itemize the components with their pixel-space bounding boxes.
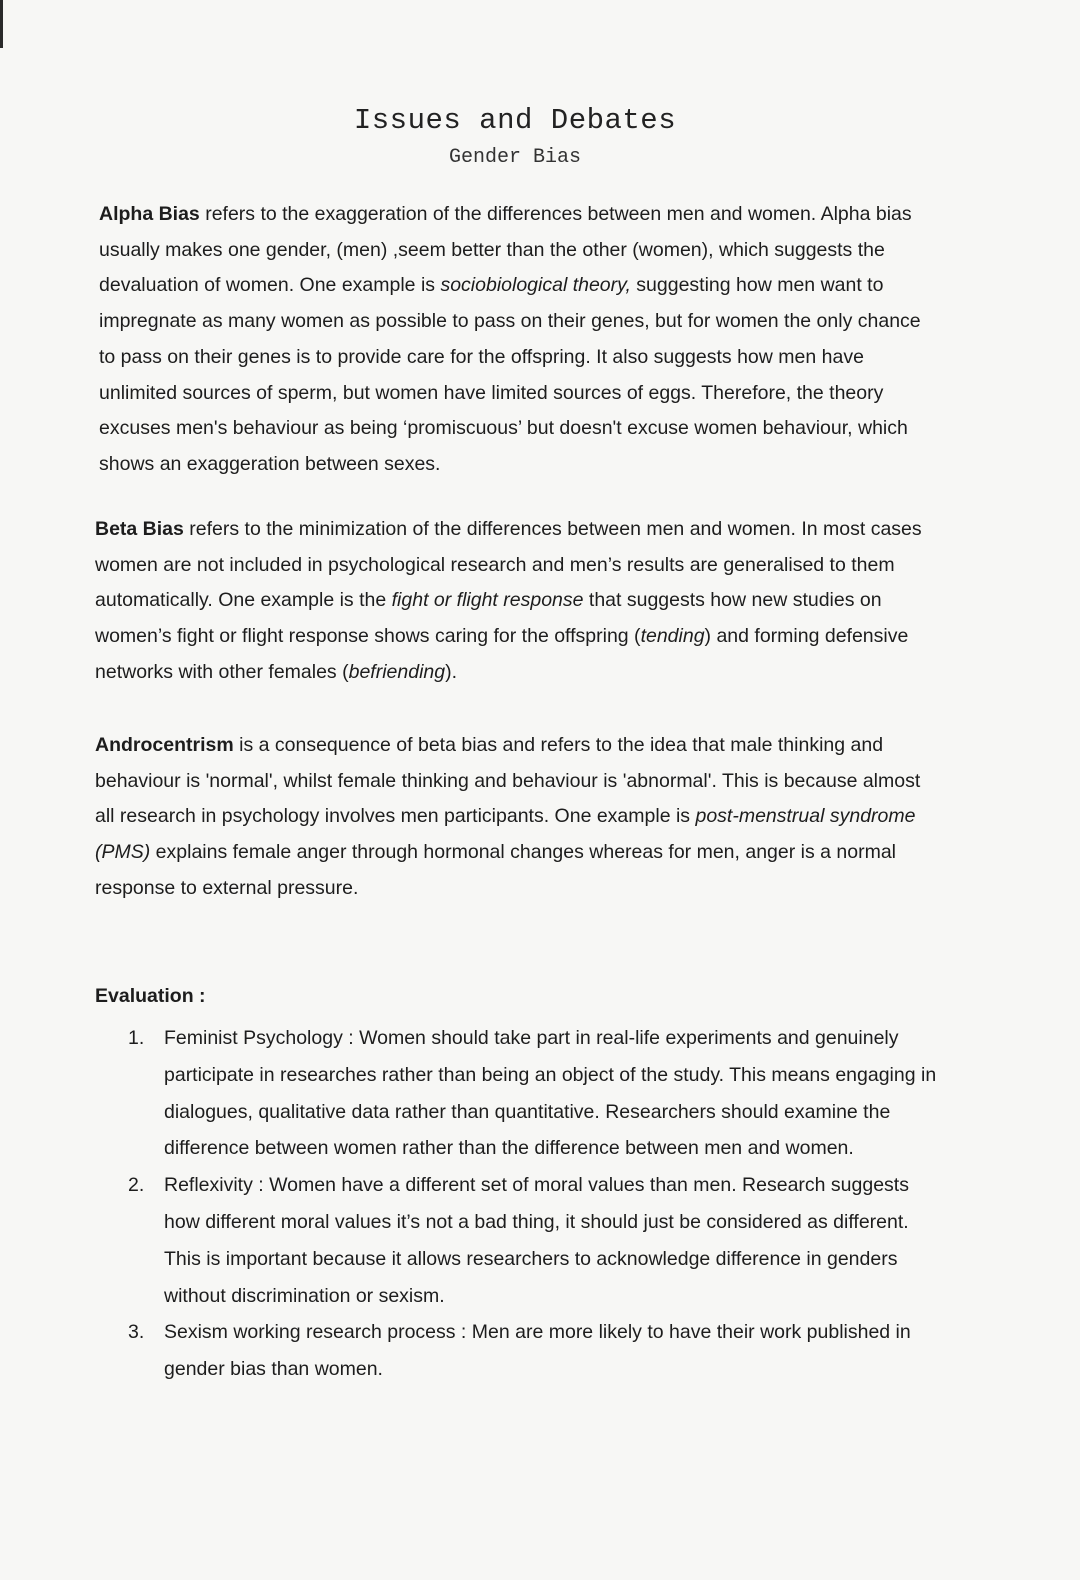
beta-bias-befriending: befriending — [348, 660, 446, 683]
androcentrism-example: post-menstrual syndrome (PMS) — [95, 805, 916, 864]
androcentrism-text-2: explains female anger through hormonal changes whereas for men, anger is a normal response to external pressure. — [95, 841, 897, 899]
androcentrism-term: Androcentrism — [95, 734, 234, 756]
beta-bias-example: fight or flight response — [391, 589, 584, 612]
evaluation-item — [128, 1314, 938, 1388]
alpha-bias-text-2: suggesting how men want to impregnate as many women as possible to pass on their genes, but for women the only chance to pass on their genes is to provide care for the offspring. It also suggests how men have unlimited sources of sperm, but women have limited sources of eggs. Therefore, the theory excuses men's behaviour as being ‘promiscuous’ but doesn't excuse women behaviour, which shows an exaggeration between sexes. — [99, 274, 921, 475]
beta-bias-text-1: refers to the minimization of the differences between men and women. In most cases women are not included in psychological research and men’s results are generalised to them automatically. One example is the — [95, 518, 922, 612]
evaluation-item — [128, 1020, 938, 1167]
evaluation-item-text: Feminist Psychology : Women should take part in real-life experiments and genuinely participate in researches rather than being an object of the study. This means engaging in dialogues, qualitative data rather than quantitative. Researchers should examine the difference between women rather than the difference between men and women. — [164, 1027, 937, 1160]
beta-bias-text-3: ) and forming defensive networks with other females ( — [95, 625, 909, 683]
page-subtitle: Gender Bias — [448, 146, 582, 169]
androcentrism-paragraph — [95, 728, 935, 907]
evaluation-item-number: 2. — [128, 1174, 145, 1197]
page-title: Issues and Debates — [353, 104, 677, 137]
evaluation-item-text: Sexism working research process : Men are more likely to have their work published in gender bias than women. — [164, 1321, 911, 1381]
beta-bias-tending: tending — [640, 625, 705, 648]
evaluation-item-number: 1. — [128, 1027, 145, 1049]
alpha-bias-text-1: refers to the exaggeration of the differences between men and women. Alpha bias usually makes one gender, (men) ,seem better than the other (women), which suggests the devaluation of women. One example is — [99, 203, 912, 297]
evaluation-heading: Evaluation : — [95, 985, 206, 1007]
alpha-bias-example: sociobiological theory, — [440, 274, 631, 297]
beta-bias-paragraph — [95, 512, 935, 691]
beta-bias-term: Beta Bias — [95, 518, 184, 540]
beta-bias-text-2: that suggests how new studies on women’s fight or flight response shows caring for the offspring ( — [95, 589, 882, 648]
evaluation-list — [128, 1020, 938, 1388]
evaluation-item — [128, 1167, 938, 1314]
alpha-bias-paragraph — [99, 197, 939, 483]
evaluation-item-text: Reflexivity : Women have a different set of moral values than men. Research suggests how different moral values it’s not a bad thing, it should just be considered as different. This is important because it allows researchers to acknowledge difference in genders without discrimination or sexism. — [164, 1174, 909, 1307]
evaluation-item-number: 3. — [128, 1321, 145, 1344]
alpha-bias-term: Alpha Bias — [99, 203, 200, 225]
beta-bias-text-4: ). — [445, 660, 458, 683]
androcentrism-text-1: is a consequence of beta bias and refers to the idea that male thinking and behaviour is 'normal', whilst female thinking and behaviour is 'abnormal'. This is because almost all research in psychology involves men participants. One example is — [95, 734, 921, 828]
